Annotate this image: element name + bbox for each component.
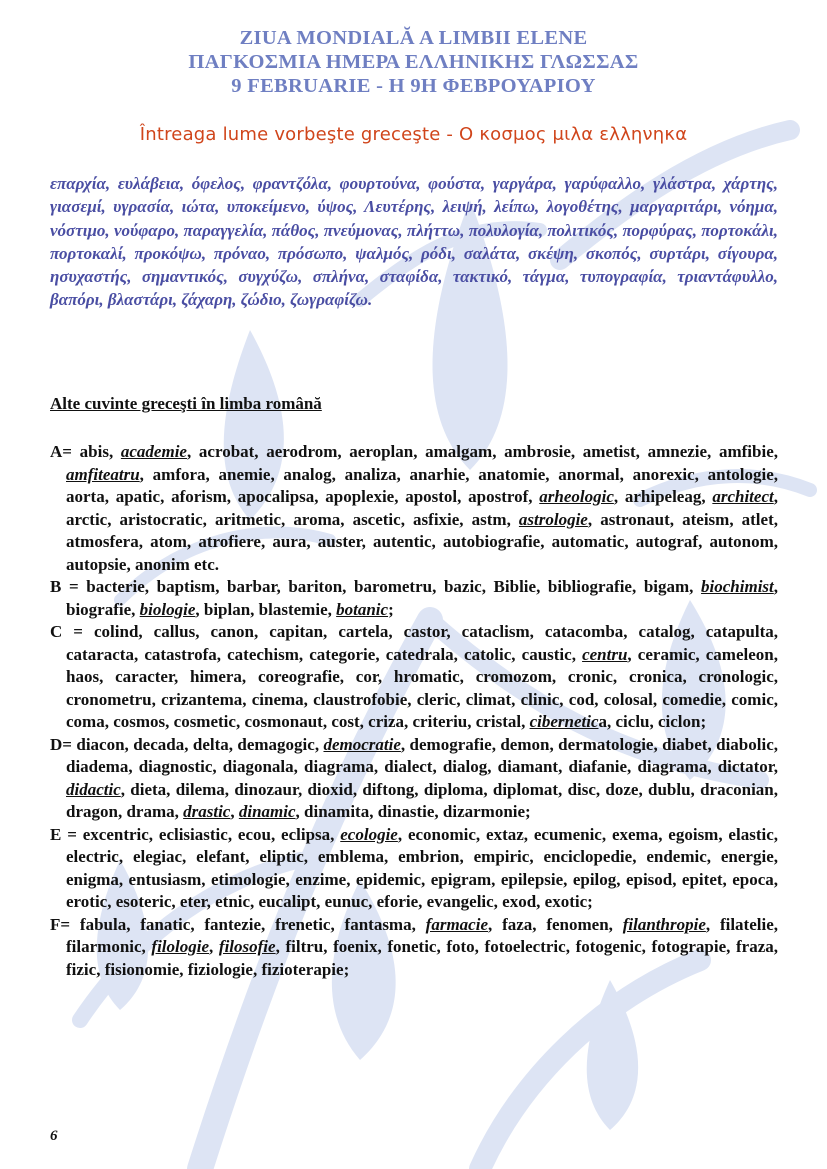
entry-c: [50, 621, 778, 734]
word-run: , faza, fenomen,: [488, 914, 623, 934]
entry-b: [50, 576, 778, 621]
greek-word-list: επαρχία, ευλάβεια, όφελος, φραντζόλα, φουρτούνα, φούστα, γαργάρα, γαρύφαλλο, γλάστρα, χάρτης, γιασεμί, υγρασία, ιώτα, υποκείμενο, ύψος, Λευτέρης, λειψή, λείπω, λογοθέτης, μαργαριτάρι, νόημα, νόστιμο, νούφαρο, παραγγελία, πάθος, πνεύμονας, πλήττω, πολυλογία, πολιτικός, πορφύρας, πορτοκάλι, πορτοκαλί, προκόψω, πρόναο, πρόσωπο, ψαλμός, ρόδι, σαλάτα, σκέψη, σκοπός, συρτάρι, σίγουρα, ησυχαστής, σημαντικός, συγχύζω, σπλήνα, σταφίδα, τακτικό, τάγμα, τυπογραφία, τριαντάφυλλο, βαπόρι, βλαστάρι, ζάχαρη, ζώδιο, ζωγραφίζω.: [50, 174, 778, 310]
word-run: , arctic, aristocratic, aritmetic, aroma, ascetic, asfixie, astm,: [66, 487, 778, 529]
word-run: , acrobat, aerodrom, aeroplan, amalgam, ambrosie, ametist, amnezie, amfibie,: [186, 442, 779, 461]
entry-letter: A: [50, 442, 63, 461]
word-run: , amfora, anemie, analog, analiza, anarhie, anatomie, anormal, anorexic, antologie, aorta, apatic, aforism, apocalipsa, apoplexie, apostol, apostrof,: [66, 464, 778, 506]
highlighted-word: farmacie: [425, 914, 488, 934]
word-run: , ceramic, cameleon, haos, caracter, himera, coreografie, cor, hromatic, cromozom, cronic, cronica, cronologic, cronometru, crizantema, cinema, claustrofobie, cleric, climat, clinic, cod, colosal, comedie, comic, coma, cosmos, cosmetic, cosmonaut, cost, criza, criteriu, cristal,: [66, 644, 778, 731]
highlighted-word: architect: [712, 487, 774, 506]
highlighted-word: drastic: [183, 802, 231, 821]
section-title: Alte cuvinte greceşti în limba română: [50, 394, 322, 413]
word-run: bacterie, baptism, barbar, bariton, barometru, bazic, Biblie, bibliografie, bigam,: [86, 577, 702, 596]
letter-entries: [50, 441, 778, 981]
word-run: , demografie, demon, dermatologie, diabet, diabolic, diadema, diagnostic, diagonala, diagrama, dialect, dialog, diamant, diafanie, diagrama, dictator,: [66, 734, 778, 776]
word-run: , astronaut, ateism, atlet, atmosfera, atom, atrofiere, aura, auster, autentic, autobiografie, automatic, autograf, autonom, autopsie, anonim etc.: [66, 509, 778, 574]
highlighted-word: ecologie: [340, 824, 398, 844]
header-line-date: 9 FEBRUARIE - Η 9Η ΦΕΒΡΟΥΑΡΙΟΥ: [231, 75, 596, 97]
word-run: fabula, fanatic, fantezie, frenetic, fantasma,: [79, 914, 426, 934]
entry-f: [50, 914, 778, 982]
word-run: , arhipeleag,: [613, 487, 713, 506]
highlighted-word: filosofie: [218, 937, 276, 956]
page-header: [0, 26, 827, 98]
entry-separator: =: [62, 622, 94, 641]
word-run: colind, callus, canon, capitan, cartela, castor, cataclism, catacomba, catalog, catapulta, cataracta, catastrofa, catechism, categorie, catedrala, catolic, caustic,: [66, 622, 778, 664]
entry-separator: =: [60, 914, 80, 934]
highlighted-word: filanthropie: [622, 914, 706, 934]
word-run: a, ciclu, ciclon;: [598, 712, 707, 731]
highlighted-word: biochimist: [701, 577, 774, 596]
word-run: , economic, extaz, ecumenic, exema, egoism, elastic, electric, elegiac, elefant, eliptic, emblema, embrion, empiric, enciclopedie, endemic, energie, enigma, entusiasm, etimologie, enzime, epidemic, epigram, epilepsie, epilog, episod, epitet, epoca, erotic, esoteric, eter, etnic, eucalipt, eunuc, eforie, evangelic, exod, exotic;: [66, 824, 779, 911]
highlighted-word: filologie: [151, 937, 210, 956]
highlighted-word: biologie: [139, 599, 196, 619]
word-run: , filtru, foenix, fonetic, foto, fotoelectric, fotogenic, fotograpie, fraza, fizic, fisionomie, fiziologie, fizioterapie;: [66, 937, 779, 979]
entry-e: [50, 824, 778, 914]
word-run: ;: [388, 599, 394, 619]
word-run: , filatelie, filarmonic,: [66, 914, 779, 956]
highlighted-word: dinamic: [238, 802, 296, 821]
highlighted-word: astrologie: [518, 509, 588, 529]
entry-letter: B: [50, 577, 62, 596]
entry-separator: =: [61, 577, 87, 596]
highlighted-word: academie: [120, 442, 187, 461]
entry-letter: C: [50, 622, 63, 641]
entry-a: [50, 441, 778, 576]
highlighted-word: didactic: [66, 779, 121, 799]
page-number: 6: [50, 1128, 58, 1144]
word-run: ,: [230, 802, 239, 821]
word-run: ,: [209, 937, 219, 956]
entry-d: [50, 734, 778, 824]
entry-separator: =: [61, 824, 83, 844]
entry-separator: =: [62, 734, 77, 754]
highlighted-word: arheologic: [539, 487, 614, 506]
word-run: , biplan, blastemie,: [195, 599, 337, 619]
word-run: excentric, eclisiastic, ecou, eclipsa,: [82, 824, 341, 844]
entry-letter: F: [50, 914, 61, 934]
entry-separator: =: [62, 442, 80, 461]
highlighted-word: cibernetic: [529, 712, 599, 731]
word-run: , dinamita, dinastie, dizarmonie;: [295, 802, 531, 821]
word-run: diacon, decada, delta, demagogic,: [76, 734, 324, 754]
subtitle: Întreaga lume vorbeşte greceşte - Ο κοσμος μιλα ελληνηκα: [139, 124, 688, 145]
word-run: , dieta, dilema, dinozaur, dioxid, diftong, diploma, diplomat, disc, doze, dublu, draconian, dragon, drama,: [66, 779, 778, 821]
header-line-romanian: ZIUA MONDIALĂ A LIMBII ELENE: [239, 27, 588, 49]
word-run: abis,: [79, 442, 121, 461]
entry-letter: D: [50, 734, 63, 754]
highlighted-word: centru: [582, 644, 628, 664]
entry-letter: E: [50, 824, 62, 844]
highlighted-word: democratie: [323, 734, 401, 754]
header-line-greek: ΠΑΓΚΟΣΜΙΑ ΗΜΕΡΑ ΕΛΛΗΝΙΚΗΣ ΓΛΩΣΣΑΣ: [188, 51, 639, 73]
word-run: , biografie,: [66, 577, 779, 619]
highlighted-word: botanic: [336, 599, 389, 619]
highlighted-word: amfiteatru: [66, 464, 140, 484]
